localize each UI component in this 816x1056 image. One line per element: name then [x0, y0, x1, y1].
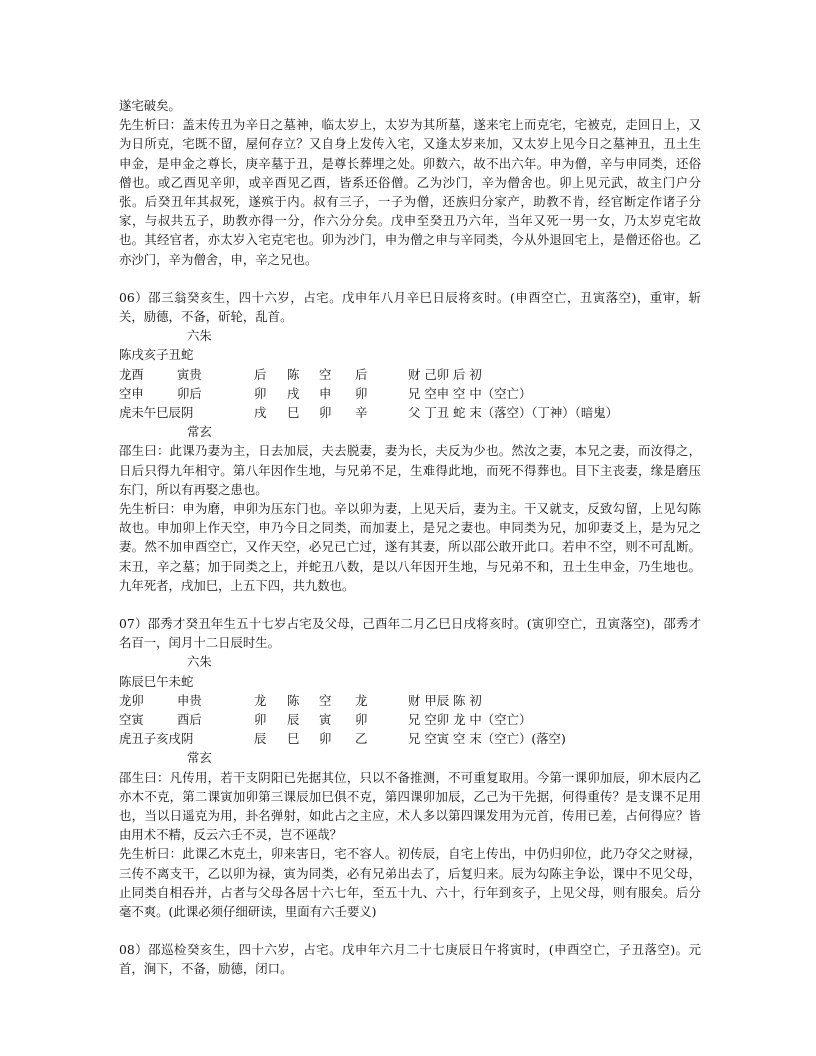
case07-heading: 07）邵秀才癸丑年生五十七岁占宅及父母，己酉年二月乙巳日戌将亥时。(寅卯空亡，丑寅落空)，邵秀才名百一，闰月十二日辰时生。 [119, 616, 701, 651]
case06-line1: 陈戌亥子丑蛇 [119, 347, 194, 363]
cell: 巳 [287, 405, 300, 421]
case06-text-2: 先生析曰：申为磨，申卯为压东门也。辛以卯为妻，上见天后，妻为主。干又就支，反致勾留，上见勾陈故也。申加卯上作天空，申乃今日之同类，而加妻上，是兄之妻也。申同类为兄，加卯妻爻上，是为兄之妻。然不加申酉空亡，又作天空，必兄已亡过，遂有其妻，所以邵公敢开此口。若申不空，则不可乱断。末丑，辛之墓；加于同类之上，并蛇丑八数，是以八年因开生地，与兄弟不和，丑土生申金，乃生地也。九年死者，戌加巳，上五下四，共九数也。 [119, 501, 701, 593]
cell: 兄 空申 空 中（空亡） [408, 385, 532, 401]
cell: 卯后 [177, 385, 202, 401]
case06-row-3 [119, 403, 701, 422]
case06-top: 六朱 [187, 328, 212, 344]
cell: 财 甲辰 陈 初 [408, 692, 482, 708]
cell: 陈 [287, 692, 300, 708]
cell: 卯 [319, 405, 332, 421]
case07-bottom: 常玄 [187, 750, 212, 766]
case07-row-2 [119, 710, 701, 729]
cell: 申贵 [177, 692, 202, 708]
case06-heading: 06）邵三翁癸亥生，四十六岁，占宅。戊申年八月辛巳日辰将亥时。(申酉空亡，丑寅落空)，重审，斩关，励德，不备，斫轮，乱首。 [119, 289, 701, 325]
cell: 龙 [355, 692, 368, 708]
intro-line: 遂宅破矣。 [119, 98, 181, 113]
case07-row-1 [119, 691, 701, 710]
cell: 卯 [254, 712, 267, 728]
intro-analysis: 先生析曰：盖末传丑为辛日之墓神，临太岁上，太岁为其所墓，遂来宅上而克宅，宅被克，走回日上，又为日所克，宅既不留，屋何存立？又自身上发传入宅，又逢太岁来加，又太岁上见今日之墓神丑，丑土生申金，是申金之尊长，庚辛墓于丑，是尊长葬埋之处。卯数六，故不出六年。申为僧，辛与申同类，还俗僧也。或乙酉见辛卯，或辛酉见乙酉，皆系还俗僧。乙为沙门，辛为僧舍也。卯上见元武，故主门户分张。后癸丑年其叔死，遂殡于内。叔有三子，一子为僧，还族归分家产，助教不肯，经官断定作诸子分家，与叔共五子，助教亦得一分，作六分分矣。戊申至癸丑乃六年，当年又死一男一女，乃太岁克宅故也。其经官者，亦太岁入宅克宅也。卯为沙门，申为僧之申与辛同类，今从外退回宅上，是僧还俗也。乙亦沙门，辛为僧舍，申，辛之兄也。 [119, 117, 701, 267]
cell: 空寅 [119, 712, 144, 728]
case07-line1: 陈辰巳午未蛇 [119, 673, 194, 689]
document-page [119, 96, 701, 979]
cell: 辰 [254, 731, 267, 747]
case07-top: 六朱 [187, 654, 212, 670]
cell: 虎丑子亥戌阴 [119, 731, 194, 747]
cell: 财 己卯 后 初 [408, 366, 482, 382]
cell: 寅 [319, 712, 332, 728]
cell: 卯 [355, 712, 368, 728]
case07-text-1: 邵生曰：凡传用，若干支阴阳已先据其位，只以不备推测，不可重复取用。今第一课卯加辰，卯木辰内乙亦木不克，第二课寅加卯第三课辰加巳俱不克，第四课卯加辰，乙己为干先据，何得重传？是支课不足用也，当以日遥克为用，卦名弹射，如此占之主应，术人多以第四课发用为元首，传用已差，占何得应？皆由用术不精，反云六壬不灵，岂不诬哉？ [119, 769, 701, 843]
case08-heading: 08）邵巡检癸亥生，四十六岁，占宅。戊申年六月二十七庚辰日午将寅时，(申酉空亡，子丑落空)。元首，涧下，不备，励德，闭口。 [119, 942, 701, 977]
cell: 后 [355, 366, 368, 382]
cell: 寅贵 [177, 366, 202, 382]
case06-text-1: 邵生曰：此课乃妻为主，日去加辰，夫去脱妻，妻为长，夫反为少也。然汝之妻，本兄之妻，而汝得之，日后只得九年相守。第八年因作生地，与兄弟不足，生难得此地，而死不得葬也。目下主丧妻，缘是磨压东门，所以有再娶之患也。 [119, 443, 701, 497]
cell: 辰 [287, 712, 300, 728]
case07-row-3 [119, 729, 701, 748]
case07-text-2: 先生析曰：此课乙木克土，卯来害日，宅不容人。初传辰，自宅上传出，中仍归卯位，此乃夺父之财禄，三传不离支干，乙以卯为禄，寅为同类，必有兄弟出去了，后复归来。辰为勾陈主争讼，课中不见父母，止同类自相吞并，占者与父母各居十六七年，至五十九、六十，行年到亥子，上见父母，则有服矣。后分毫不爽。(此课必须仔细研读，里面有六壬要义) [119, 846, 701, 920]
cell: 龙卯 [119, 692, 144, 708]
case06-row-2 [119, 384, 701, 403]
cell: 虎未午巳辰阴 [119, 405, 194, 421]
cell: 空申 [119, 385, 144, 401]
cell: 辛 [355, 405, 368, 421]
cell: 兄 空卯 龙 中（空亡） [408, 712, 532, 728]
cell: 空 [319, 692, 332, 708]
cell: 龙 [254, 692, 267, 708]
cell: 后 [254, 366, 267, 382]
cell: 兄 空寅 空 末（空亡）(落空) [408, 731, 566, 747]
cell: 乙 [355, 731, 368, 747]
case06-row-1 [119, 365, 701, 384]
cell: 巳 [287, 731, 300, 747]
cell: 卯 [254, 385, 267, 401]
cell: 父 丁丑 蛇 末（落空）（丁神）（暗鬼） [408, 405, 619, 421]
cell: 戌 [287, 385, 300, 401]
cell: 申 [319, 385, 332, 401]
case06-bottom: 常玄 [187, 424, 212, 440]
cell: 卯 [319, 731, 332, 747]
cell: 龙酉 [119, 366, 144, 382]
cell: 陈 [287, 366, 300, 382]
cell: 戌 [254, 405, 267, 421]
cell: 空 [319, 366, 332, 382]
cell: 卯 [355, 385, 368, 401]
cell: 酉后 [177, 712, 202, 728]
